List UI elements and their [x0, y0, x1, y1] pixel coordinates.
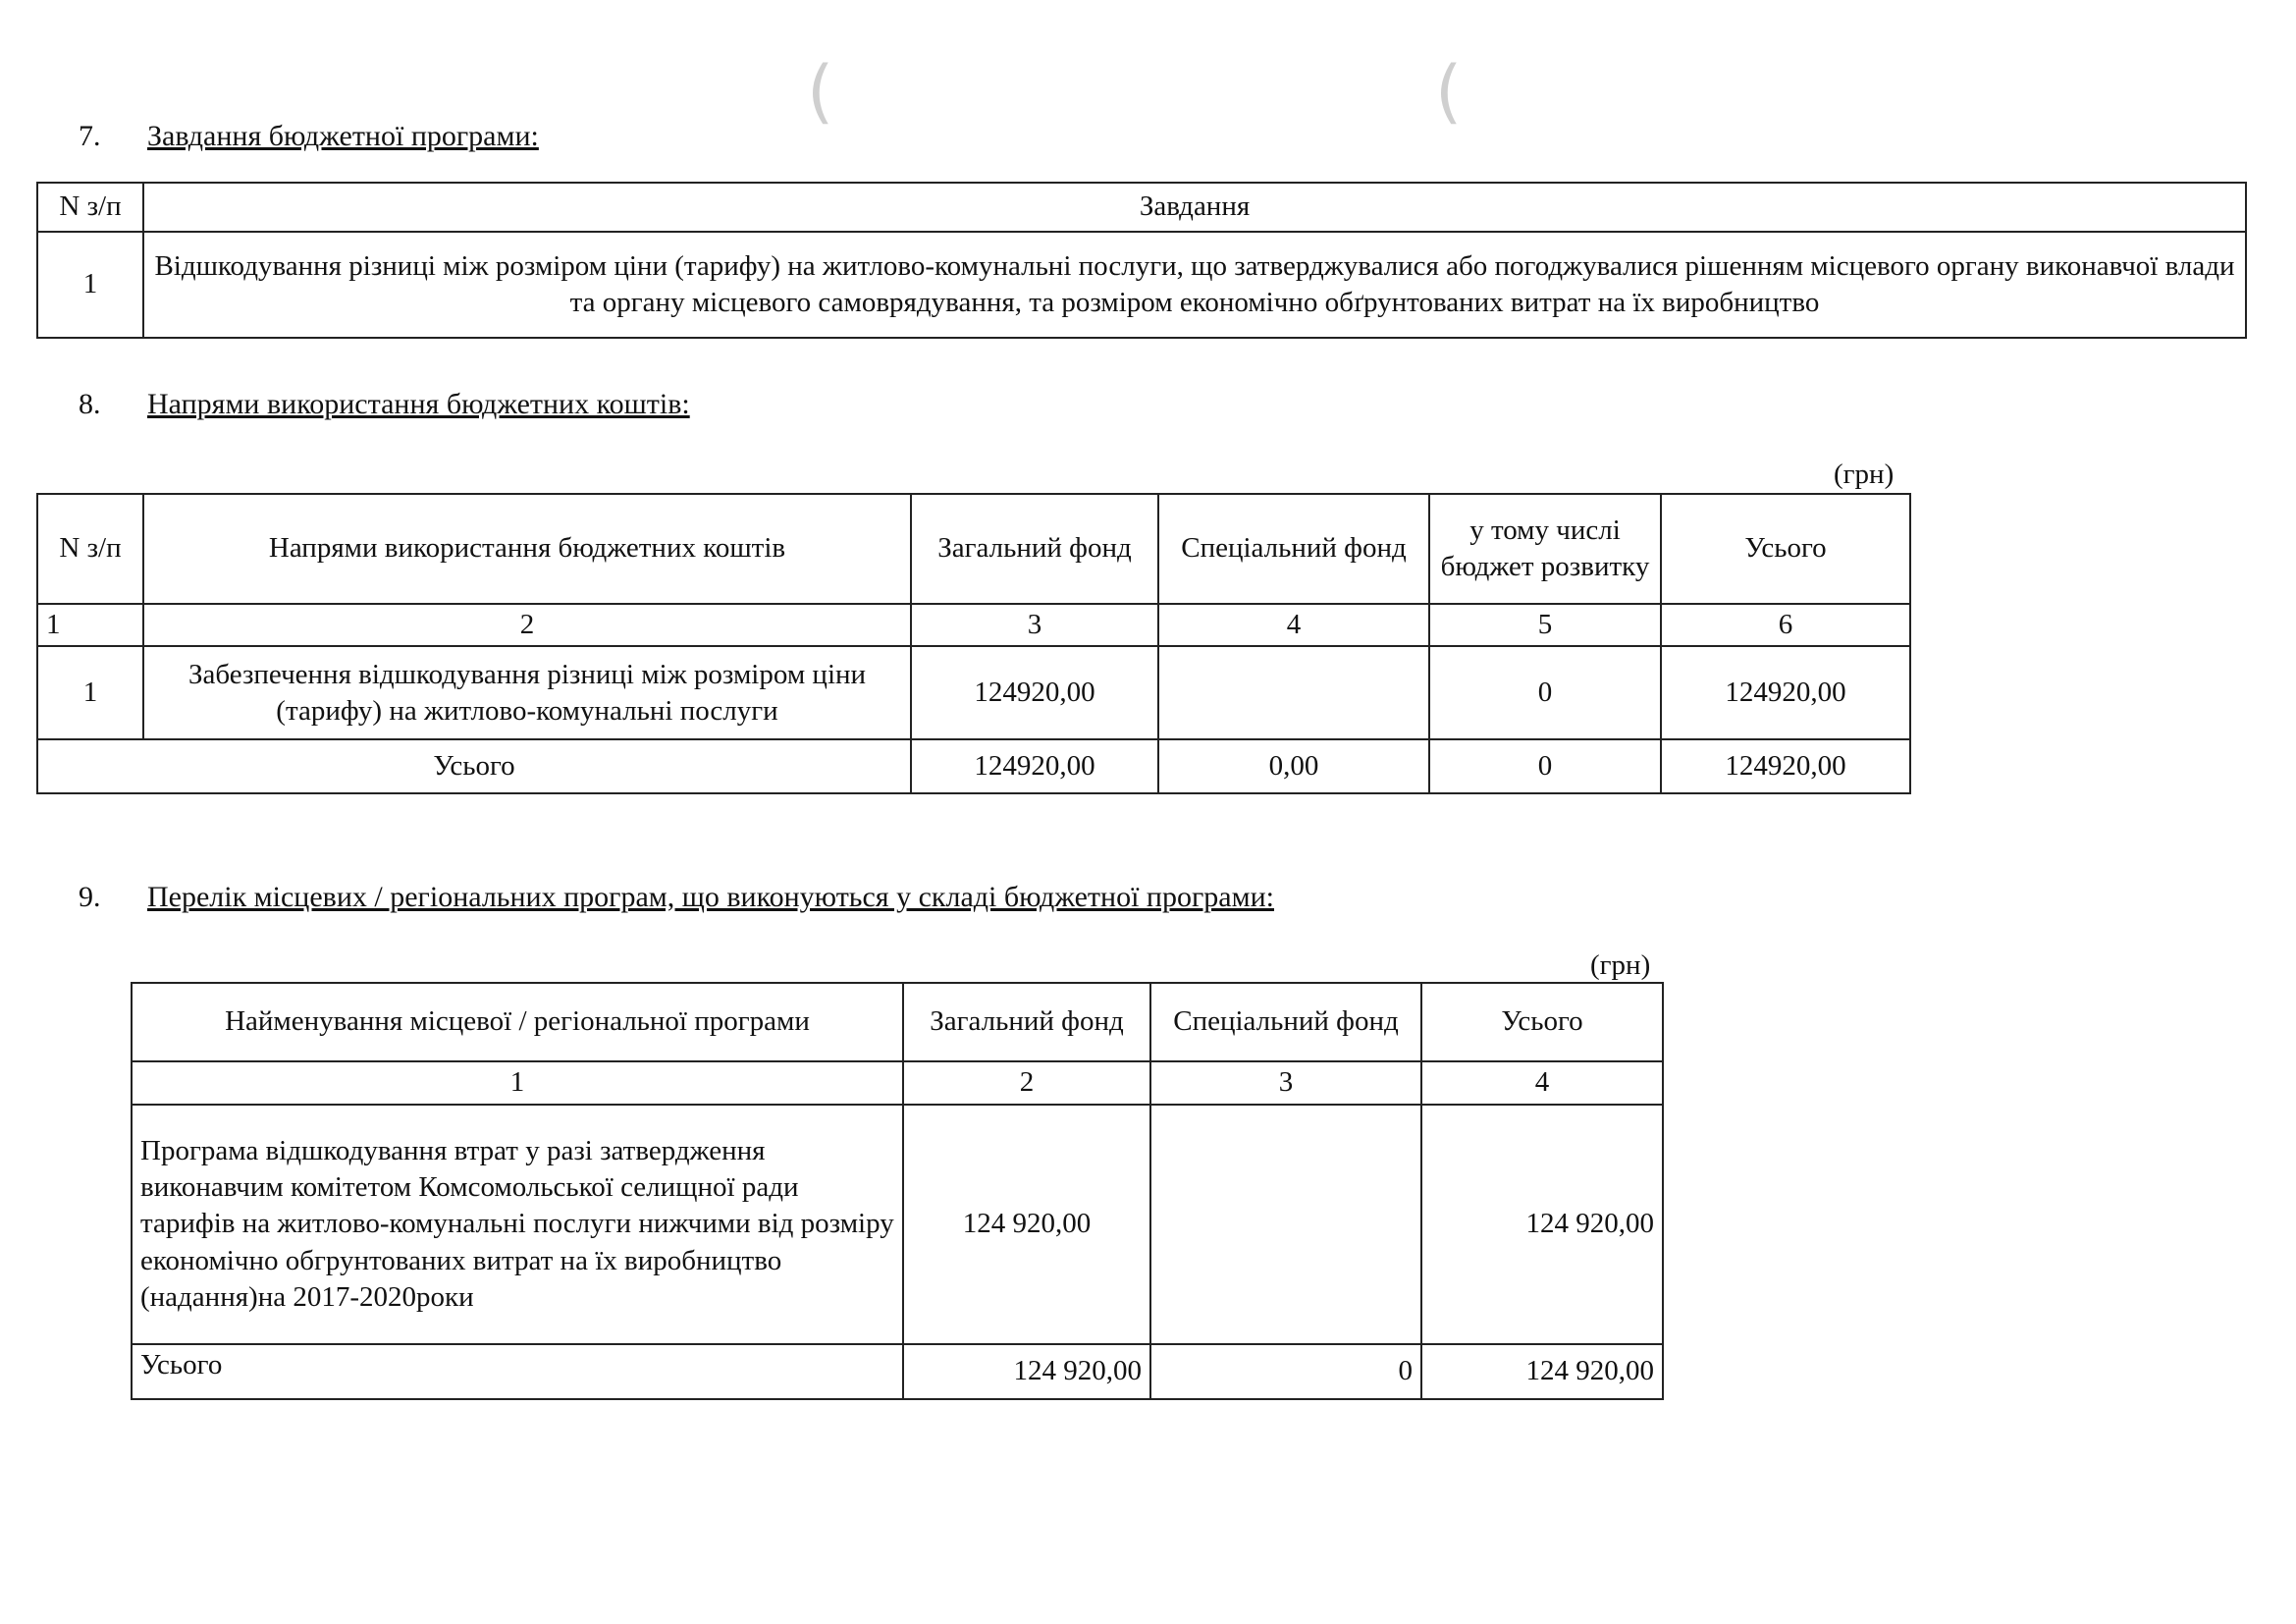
table-row	[37, 646, 1910, 739]
grand-total: 124920,00	[1661, 739, 1910, 793]
special-fund-value	[1150, 1105, 1421, 1344]
total-row	[37, 739, 1910, 793]
total-row	[132, 1344, 1663, 1399]
section-7-heading	[79, 120, 539, 153]
task-text: Відшкодування різниці між розміром ціни (тарифу) на житлово-комунальні послуги, що затверджувалися або погоджувалися рішенням місцевого органу виконавчої влади та органу місцевого самоврядування, та розміром економічно обґрунтованих витрат на їх виробництво	[143, 232, 2246, 338]
tasks-table	[36, 182, 2247, 339]
index-cell: 4	[1421, 1061, 1663, 1105]
section-number: 7.	[79, 120, 101, 152]
total-label: Усього	[132, 1344, 903, 1399]
special-fund-total: 0,00	[1158, 739, 1429, 793]
section-9-heading	[79, 881, 1274, 914]
index-row	[37, 604, 1910, 646]
section-title: Завдання бюджетної програми:	[147, 120, 539, 152]
header-cell: Завдання	[143, 183, 2246, 232]
section-number: 9.	[79, 881, 101, 913]
index-cell: 3	[1150, 1061, 1421, 1105]
header-cell: Усього	[1421, 983, 1663, 1061]
table-row	[132, 1105, 1663, 1344]
general-fund-total: 124 920,00	[903, 1344, 1150, 1399]
index-cell: 1	[37, 604, 143, 646]
program-name: Програма відшкодування втрат у разі затвердження виконавчим комітетом Комсомольської селищної ради тарифів на житлово-комунальні послуги нижчими від розміру економічно обгрунтованих витрат на їх виробництво (надання)на 2017-2020роки	[132, 1105, 903, 1344]
header-cell: Спеціальний фонд	[1150, 983, 1421, 1061]
grand-total: 124 920,00	[1421, 1344, 1663, 1399]
index-cell: 1	[132, 1061, 903, 1105]
general-fund-total: 124920,00	[911, 739, 1158, 793]
index-cell: 4	[1158, 604, 1429, 646]
header-cell: Загальний фонд	[903, 983, 1150, 1061]
index-cell: 5	[1429, 604, 1661, 646]
section-title: Перелік місцевих / регіональних програм, що виконуються у складі бюджетної програми:	[147, 881, 1274, 913]
header-cell: у тому числі бюджет розвитку	[1429, 494, 1661, 604]
header-cell: Напрями використання бюджетних коштів	[143, 494, 911, 604]
unit-label: (грн)	[1590, 949, 1651, 981]
punch-hole-mark: (	[807, 51, 834, 132]
header-cell: N з/п	[37, 494, 143, 604]
general-fund-value: 124 920,00	[903, 1105, 1150, 1344]
table-row	[37, 232, 2246, 338]
header-cell: Усього	[1661, 494, 1910, 604]
index-cell: 2	[143, 604, 911, 646]
header-cell: Найменування місцевої / регіональної програми	[132, 983, 903, 1061]
section-number: 8.	[79, 388, 101, 420]
total-label: Усього	[37, 739, 911, 793]
section-8-heading	[79, 388, 690, 421]
development-budget-value: 0	[1429, 646, 1661, 739]
section-title: Напрями використання бюджетних коштів:	[147, 388, 690, 420]
header-cell: Загальний фонд	[911, 494, 1158, 604]
index-cell: 2	[903, 1061, 1150, 1105]
index-cell: 3	[911, 604, 1158, 646]
special-fund-value	[1158, 646, 1429, 739]
header-cell: N з/п	[37, 183, 143, 232]
direction-name: Забезпечення відшкодування різниці між розміром ціни (тарифу) на житлово-комунальні послуги	[143, 646, 911, 739]
local-programs-table	[131, 982, 1664, 1400]
row-number: 1	[37, 232, 143, 338]
budget-directions-table	[36, 493, 1911, 794]
development-budget-total: 0	[1429, 739, 1661, 793]
special-fund-total: 0	[1150, 1344, 1421, 1399]
punch-hole-mark: (	[1435, 51, 1463, 132]
index-cell: 6	[1661, 604, 1910, 646]
total-value: 124 920,00	[1421, 1105, 1663, 1344]
header-cell: Спеціальний фонд	[1158, 494, 1429, 604]
general-fund-value: 124920,00	[911, 646, 1158, 739]
total-value: 124920,00	[1661, 646, 1910, 739]
unit-label: (грн)	[1834, 459, 1895, 490]
row-number: 1	[37, 646, 143, 739]
index-row	[132, 1061, 1663, 1105]
